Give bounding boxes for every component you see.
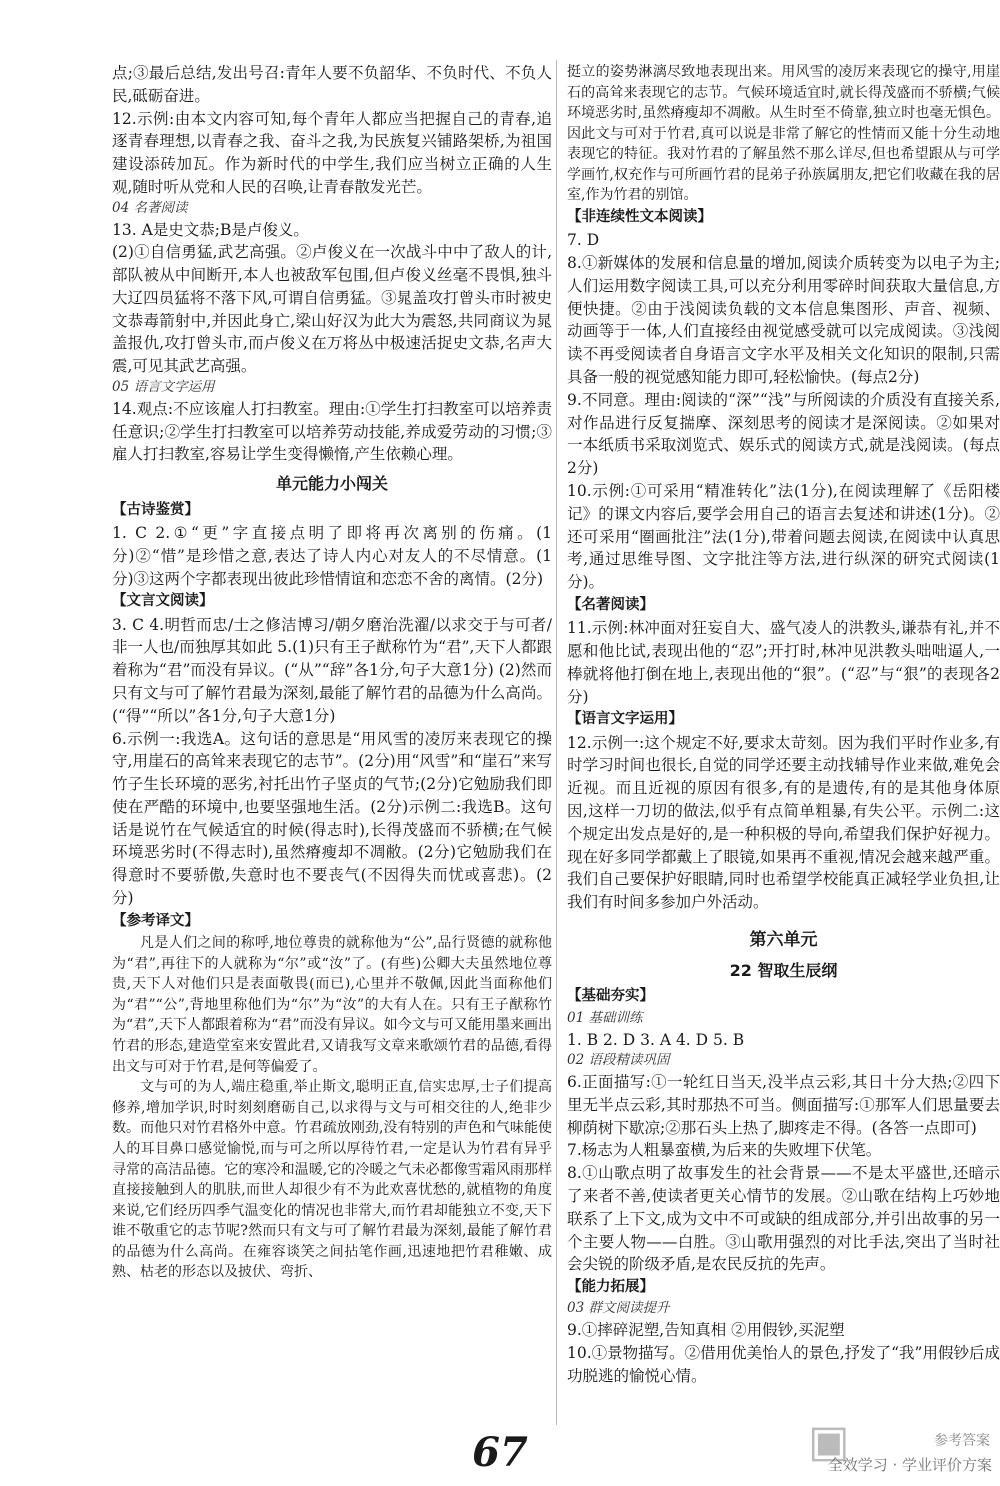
section-heading: 【参考译文】 [112,912,199,929]
paragraph: 6.示例一:我选A。这句话的意思是“用风雪的凌厉来表现它的操守,用崖石的高耸来表现它的志节”。(2分)用“风雪”和“崖石”来写竹子生长环境的恶劣,衬托出竹子坚贞的气节;(2分)它勉励我们即使在严酷的环境中,也要坚强地生活。(2分)示例二:我选B。这句话是说竹在气候适宜的时候(得志时),长得茂盛而不骄横;在气候环境恶劣时(不得志时),虽然瘠瘦却不凋敝。(2分)它勉励我们在得意时不要骄傲,失意时也不要丧气(不因得失而忧或喜悲)。(2分) [112,729,552,908]
section-heading: 【非连续性文本阅读】 [567,209,712,226]
paragraph: 挺立的姿势淋漓尽致地表现出来。用风雪的凌厉来表现它的操守,用崖石的高耸来表现它的志节。气候环境适宜时,就长得茂盛而不骄横;气候环境恶劣时,虽然瘠瘦却不凋敝。从生时至不倚靠,独立时也毫无惧色。因此文与可对于竹君,真可以说是非常了解它的性情而又能十分生动地表现它的特征。我对竹君的了解虽然不那么详尽,但也希望跟从与可学学画竹,权充作与可所画竹君的昆弟子孙族属朋友,把它们收藏在我的居室,作为竹君的别馆。 [567,64,1000,204]
paragraph: 7. D [567,231,600,250]
paragraph: 7.杨志为人粗暴蛮横,为后来的失败埋下伏笔。 [567,1141,882,1160]
subsection-label: 02 语段精读巩固 [567,1052,670,1069]
section-heading: 【文言文阅读】 [112,593,214,610]
paragraph: (2)①自信勇猛,武艺高强。②卢俊义在一次战斗中中了敌人的计,部队被从中间断开,本人也被敌军包围,但卢俊义丝毫不畏惧,独斗大辽四员猛将不落下风,可谓自信勇猛。③晁盖攻打曾头市时被史文恭毒箭射中,并因此身亡,梁山好汉为此大为震怒,共同商议为晁盖报仇,攻打曾头市,而卢俊义在万将丛中极速活捉史文恭,名声大震,可见其武艺高强。 [112,243,552,376]
corner-label: 参考答案 [934,1433,990,1450]
unit-quiz-title: 单元能力小闯关 [275,474,388,494]
unit-title: 第六单元 [749,929,818,950]
paragraph: 点;③最后总结,发出号召:青年人要不负韶华、不负时代、不负人民,砥砺奋进。 [112,64,552,105]
right-column [567,62,1000,1388]
corner-brand [806,1410,996,1482]
translation-text [567,62,1000,206]
paragraph: 10.示例:①可采用“精准转化”法(1分),在阅读理解了《岳阳楼记》的课文内容后,要学会用自己的语言去复述和讲述(1分)。②还可采用“圈画批注”法(1分),带着问题去阅读,在阅读中认真思考,通过思维导图、文字批注等方法,进行纵深的研究式阅读(1分)。 [567,481,1000,592]
paragraph: 10.①景物描写。②借用优美怡人的景色,抒发了“我”用假钞后成功脱逃的愉悦心情。 [567,1344,1000,1385]
paragraph: 6.正面描写:①一轮红日当天,没半点云彩,其日十分大热;②四下里无半点云彩,其时那热不可当。侧面描写:①那军人们思量要去柳荫树下歇凉;②那石头上热了,脚疼走不得。(各答一点即可) [567,1073,1000,1137]
translation-text [112,933,552,1283]
paragraph: 文与可的为人,端庄稳重,举止斯文,聪明正直,信实忠厚,士子们提高修养,增加学识,时时刻刻磨砺自己,以求得与文与可相交往的人,绝非少数。而他只对竹君格外中意。竹君疏放刚劲,没有特别的声色和气味能使人的耳目鼻口感觉愉悦,而与可之所以厚待竹君,一定是认为竹君有异乎寻常的高洁品德。它的寒冷和温暖,它的冷暖之气未必都像雪霜风雨那样直接接触到人的肌肤,而世人却很少有不为此欢喜忧愁的,就植物的角度来说,它们经历四季气温变化的情况也非常大,而竹君却能独立不变,天下谁不敬重它的志节呢?然而只有文与可了解竹君最为深刻,最能了解竹君的品德为什么高尚。在雍容谈笑之间拈笔作画,迅速地把竹君稚嫩、成熟、枯老的形态以及披伏、弯折、 [112,1079,552,1281]
paragraph: 3. C 4.明哲而忠/士之修洁博习/朝夕磨治洗濯/以求交于与可者/非一人也/而独厚其如此 5.(1)只有王子猷称竹为“君”,天下人都跟着称为“君”而没有异议。(“从”“辞”各1分,句子大意1分) (2)然而只有文与可了解竹君最为深刻,最能了解竹君的品德为什么高尚。(“得”“所以”各1分,句子大意1分) [112,615,552,725]
paragraph: 8.①山歌点明了故事发生的社会背景——不是太平盛世,还暗示了来者不善,使读者更关心情节的发展。②山歌在结构上巧妙地联系了上下文,成为文中不可或缺的组成部分,并引出故事的另一个主要人物——白胜。③山歌用强烈的对比手法,突出了当时社会尖锐的阶级矛盾,是农民反抗的先声。 [567,1164,1000,1274]
paragraph: 8.①新媒体的发展和信息量的增加,阅读介质转变为以电子为主;人们运用数字阅读工具,可以充分利用零碎时间获取大量信息,方便快捷。②由于浅阅读负载的文本信息集图形、声音、视频、动画等于一体,人们直接经由视觉感受就可以完成阅读。③浅阅读不再受阅读者自身语言文字水平及相关文化知识的限制,只需具备一般的视觉感知能力即可,轻松愉快。(每点2分) [567,254,1000,387]
paragraph: 12.示例:由本文内容可知,每个青年人都应当把握自己的青春,追逐青春理想,以青春之我、奋斗之我,为民族复兴铺路架桥,为祖国建设添砖加瓦。作为新时代的中学生,我们应当树立正确的人生观,随时听从党和人民的召唤,让青春散发光芒。 [112,109,552,196]
lesson-title: 22 智取生辰纲 [729,960,838,980]
book-series-name: 全效学习 · 学业评价方案 [827,1455,992,1474]
section-heading: 【语言文字运用】 [567,711,683,728]
subsection-label: 03 群文阅读提升 [567,1300,670,1317]
column-divider [556,60,557,1425]
paragraph: 12.示例一:这个规定不好,要求太苛刻。因为我们平时作业多,有时学习时间也很长,自觉的同学还要主动找辅导作业来做,难免会近视。而且近视的原因有很多,有的是遗传,有的是其他身体原因,这样一刀切的做法,似乎有点简单粗暴,有失公平。示例二:这个规定出发点是好的,是一种积极的导向,希望我们保护好视力。现在好多同学都戴上了眼镜,如果再不重视,情况会越来越严重。我们自己要保护好眼睛,同时也希望学校能真正减轻学业负担,让我们有时间多参加户外活动。 [567,733,1000,912]
subsection-label: 01 基础训练 [567,1009,643,1026]
section-heading: 【名著阅读】 [567,596,654,613]
subsection-label: 05 语言文字运用 [112,379,215,395]
paragraph: 1. C 2.①“更”字直接点明了即将再次离别的伤痛。(1分)②“惜”是珍惜之意,表达了诗人内心对友人的不尽情意。(1分)③这两个字都表现出彼此珍惜情谊和恋恋不舍的离情。(2分) [112,524,552,588]
paragraph: 11.示例:林冲面对狂妄自大、盛气凌人的洪教头,谦恭有礼,并不愿和他比试,表现出他的“忍”;开打时,林冲见洪教头咄咄逼人,一棒就将他打倒在地上,表现出他的“狠”。(“忍”与“狠”的表现各2分) [567,619,1000,706]
paragraph: 凡是人们之间的称呼,地位尊贵的就称他为“公”,品行贤德的就称他为“君”,再往下的人就称为“尔”或“汝”了。(有些)公卿大夫虽然地位尊贵,天下人对他们只是表面敬畏(而已),心里并不敬佩,因此当面称他们为“君”“公”,背地里称他们为“尔”为“汝”的大有人在。只有王子猷称竹为“君”,天下人都跟着称为“君”而没有异议。如今文与可又能用墨来画出竹君的形态,建造堂室来安置此君,又请我写文章来歌颂竹君的品德,看得出文与可对于竹君,是何等偏爱了。 [112,935,552,1075]
page-number: 67 [472,1429,528,1476]
paragraph: 14.观点:不应该雇人打扫教室。理由:①学生打扫教室可以培养责任意识;②学生打扫教室可以培养劳动技能,养成爱劳动的习惯;③雇人打扫教室,容易让学生变得懒惰,产生依赖心理。 [112,399,552,464]
subsection-label: 04 名著阅读 [112,199,188,216]
section-heading: 【古诗鉴赏】 [112,501,199,518]
left-column [112,62,552,1283]
section-heading: 【基础夯实】 [567,988,654,1005]
paragraph: 9.不同意。理由:阅读的“深”“浅”与所阅读的介质没有直接关系,对作品进行反复揣摩、深刻思考的阅读才是深阅读。②如果对一本纸质书采取浏览式、娱乐式的阅读方式,就是浅阅读。(每点2分) [567,390,1000,478]
section-heading: 【能力拓展】 [567,1279,654,1296]
logo-icon: ▣ [808,1416,850,1467]
paragraph: 9.①摔碎泥塑,告知真相 ②用假钞,买泥塑 [567,1321,845,1340]
paragraph: 13. A是史文恭;B是卢俊义。 [112,220,309,239]
paragraph: 1. B 2. D 3. A 4. D 5. B [567,1030,745,1049]
